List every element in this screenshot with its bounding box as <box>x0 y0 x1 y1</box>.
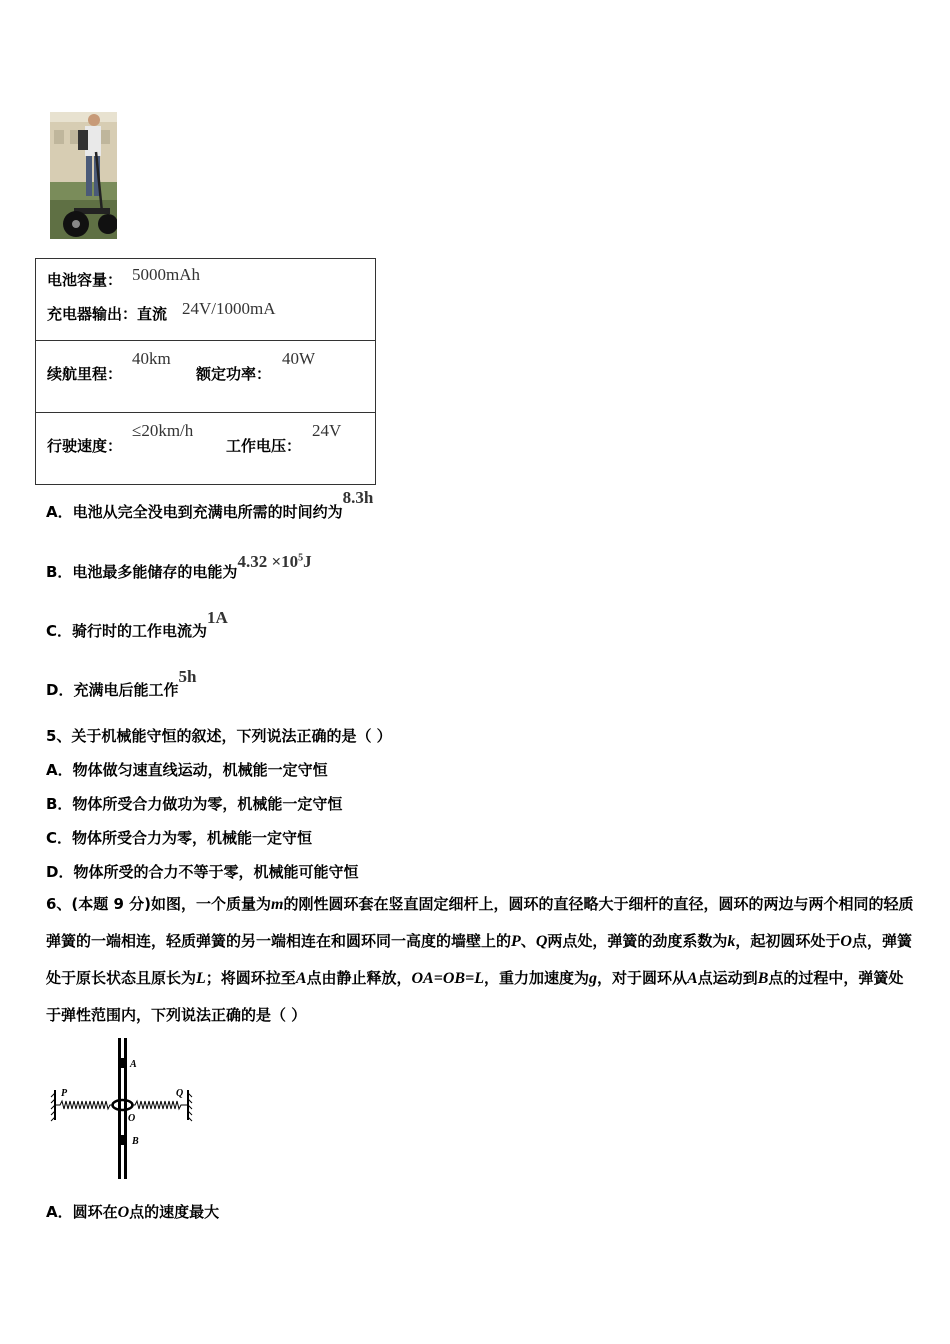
q6-var-l: L <box>196 970 206 987</box>
q6-stem-text: 的刚性圆环套在竖直固定细杆上，圆环的直径略大于细杆的直径，圆环的两边与两个相同的轻质弹簧的一端相连，轻质弹簧的另一端相连在和圆环同一高度的墙壁上的 <box>46 895 914 950</box>
q6-stem <box>46 886 916 1034</box>
ring-spring-diagram <box>50 1036 195 1181</box>
q6-var-q: Q <box>535 933 548 950</box>
q4-option-d <box>46 667 197 700</box>
q6-stem-text: ，对于圆环从 <box>596 969 687 987</box>
label-o: O <box>128 1113 136 1124</box>
q6-stem-text: 点运动到 <box>697 969 758 987</box>
battery-capacity-value: 5000mAh <box>132 265 200 284</box>
q6-stem-text: 、 <box>520 932 536 950</box>
q6-stem-text: 点，弹簧处于原长状态且原长为 <box>46 932 912 987</box>
speed-label: 行驶速度： <box>47 437 123 455</box>
q6-stem-text: ，重力加速度为 <box>483 969 589 987</box>
point-a-mark <box>120 1058 125 1068</box>
q4-option-a-value: 8.3h <box>342 488 374 507</box>
q4-option-c-text: C．骑行时的工作电流为 <box>46 622 208 640</box>
q6-var-g: g <box>588 970 597 987</box>
q6-stem-text: 6、(本题 9 分)如图，一个质量为 <box>46 895 272 913</box>
charger-output-value: 24V/1000mA <box>182 299 276 318</box>
label-p: P <box>61 1088 68 1099</box>
left-spring <box>55 1101 114 1109</box>
q6-var-b: B <box>757 970 769 987</box>
label-q: Q <box>176 1088 184 1099</box>
q4-option-b-value <box>237 552 311 571</box>
q5-option-d: D．物体所受的合力不等于零，机械能可能守恒 <box>46 863 359 881</box>
q5-option-c: C．物体所受合力为零，机械能一定守恒 <box>46 829 313 847</box>
label-b: B <box>132 1136 139 1147</box>
q4-option-b-value-base: 4.32 ×10 <box>237 552 299 571</box>
q6-equation: OA=OB=L <box>411 970 484 987</box>
right-spring <box>131 1101 188 1109</box>
q4-option-d-text: D．充满电后能工作 <box>46 681 179 699</box>
q6-option-a-var-o: O <box>117 1204 130 1221</box>
q6-stem-text: 点由静止释放， <box>306 969 412 987</box>
q5-option-a: A．物体做匀速直线运动，机械能一定守恒 <box>46 761 328 779</box>
q6-var-p: P <box>511 933 521 950</box>
q6-var-m: m <box>271 896 284 913</box>
voltage-value: 24V <box>312 421 342 440</box>
q4-option-d-value: 5h <box>178 667 197 686</box>
battery-capacity-label: 电池容量： <box>47 271 123 289</box>
q6-stem-text: ，起初圆环处于 <box>735 932 841 950</box>
rated-power-label: 额定功率： <box>196 365 272 383</box>
q5-option-b: B．物体所受合力做功为零，机械能一定守恒 <box>46 795 343 813</box>
q6-var-a: A <box>295 970 307 987</box>
q4-option-c <box>46 608 228 641</box>
q4-option-b-text: B．电池最多能储存的电能为 <box>46 563 238 581</box>
q4-option-c-value: 1A <box>207 608 228 627</box>
q4-option-a-text: A．电池从完全没电到充满电所需的时间约为 <box>46 503 343 521</box>
q6-option-a-suffix: 点的速度最大 <box>129 1203 220 1221</box>
voltage-label: 工作电压： <box>226 437 302 455</box>
range-value: 40km <box>132 349 171 368</box>
q4-option-a <box>46 488 374 522</box>
point-b-mark <box>120 1135 125 1145</box>
q6-var-k: k <box>727 933 736 950</box>
q4-option-b-value-unit: J <box>303 552 312 571</box>
range-label: 续航里程： <box>47 365 123 383</box>
q4-option-b <box>46 552 312 582</box>
q6-option-a-prefix: A．圆环在 <box>46 1203 118 1221</box>
spec-row-battery <box>36 259 376 341</box>
rated-power-value: 40W <box>282 349 316 368</box>
q6-stem-text: ；将圆环拉至 <box>205 969 296 987</box>
q4-option-b-value-exponent: 5 <box>298 552 304 564</box>
speed-value: ≤20km/h <box>132 421 194 440</box>
charger-output-label: 充电器输出：直流 <box>47 305 168 323</box>
q6-var-a: A <box>687 970 698 987</box>
q6-option-a <box>46 1201 219 1222</box>
q6-stem-text: 点的过程中，弹簧处于弹性范围内，下列说法正确的是（ ） <box>46 969 904 1024</box>
q6-var-o: O <box>840 933 852 950</box>
spec-row-speed-voltage <box>36 413 376 485</box>
spec-row-range-power <box>36 341 376 413</box>
q5-stem: 5、关于机械能守恒的叙述，下列说法正确的是（ ） <box>46 727 392 745</box>
segway-rider-photo <box>50 112 117 239</box>
q6-stem-text: 两点处，弹簧的劲度系数为 <box>547 932 728 950</box>
label-a: A <box>130 1059 137 1070</box>
spec-table <box>35 258 376 485</box>
